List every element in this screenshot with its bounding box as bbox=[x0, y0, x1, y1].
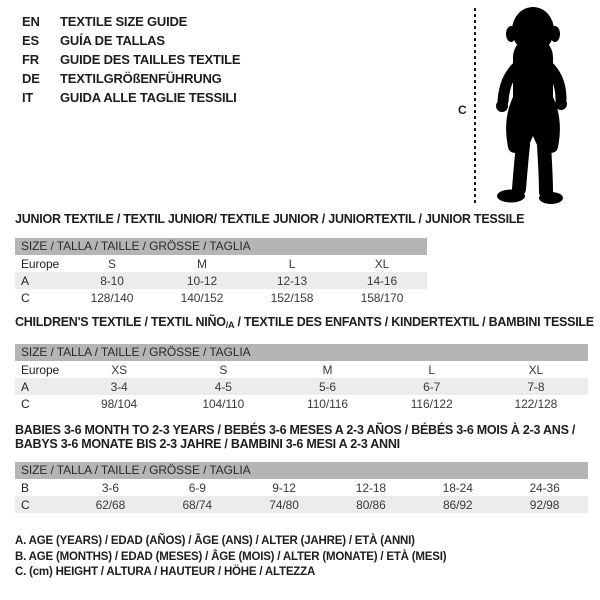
size-cell: 10-12 bbox=[186, 273, 218, 288]
title-subscript: /A bbox=[225, 320, 235, 330]
measure-legend bbox=[15, 534, 446, 581]
lang-code: EN bbox=[22, 14, 40, 29]
babies-table-title bbox=[15, 423, 588, 451]
title-text: CHILDREN'S TEXTILE / TEXTIL NIÑO bbox=[15, 315, 226, 329]
table-row bbox=[15, 378, 588, 395]
lang-code: DE bbox=[22, 71, 40, 86]
row-label: Europe bbox=[21, 256, 60, 271]
legend-line-a: A. AGE (YEARS) / EDAD (AÑOS) / ÂGE (ANS) / ALTER (JAHRE) / ETÀ (ANNI) bbox=[15, 535, 415, 547]
row-label: Europe bbox=[21, 362, 60, 377]
size-cell: 3-4 bbox=[110, 379, 128, 394]
table-row bbox=[15, 289, 427, 306]
size-cell: XL bbox=[528, 362, 544, 377]
size-cell: 98/104 bbox=[101, 396, 138, 411]
table-row bbox=[15, 255, 427, 272]
children-size-section bbox=[15, 315, 594, 412]
size-cell: 110/116 bbox=[307, 396, 348, 411]
size-cell: 86/92 bbox=[442, 497, 473, 512]
title-line-2: BABYS 3-6 MONATE BIS 2-3 JAHRE / BAMBINI 3-6 MESI A 2-3 ANNI bbox=[15, 437, 400, 451]
size-cell: 12-13 bbox=[276, 273, 308, 288]
height-measure-dotted-line bbox=[474, 8, 476, 206]
size-cell: 18-24 bbox=[442, 480, 473, 495]
size-cell: XS bbox=[111, 362, 127, 377]
title-text: / TEXTILE DES ENFANTS / KINDERTEXTIL / BAMBINI TESSILE bbox=[234, 315, 594, 329]
size-cell: 80/86 bbox=[356, 497, 386, 512]
table-row bbox=[15, 395, 588, 412]
size-cell: L bbox=[428, 362, 435, 377]
children-size-table bbox=[15, 361, 588, 412]
title-line-1: BABIES 3-6 MONTH TO 2-3 YEARS / BEBÉS 3-6 MESES A 2-3 AÑOS / BÉBÉS 3-6 MOIS À 2-3 ANS / bbox=[15, 423, 576, 437]
size-cell: 9-12 bbox=[272, 480, 296, 495]
size-cell: 3-6 bbox=[101, 480, 119, 495]
lang-code: IT bbox=[22, 90, 34, 105]
size-header-band: SIZE / TALLA / TAILLE / GRÖSSE / TAGLIA bbox=[15, 238, 427, 255]
lang-title: GUIDE DES TAILLES TEXTILE bbox=[60, 52, 241, 67]
size-cell: 4-5 bbox=[214, 379, 232, 394]
junior-size-section bbox=[15, 212, 525, 306]
language-header bbox=[22, 12, 240, 107]
size-cell: L bbox=[288, 256, 296, 271]
height-measure-label: C bbox=[458, 103, 467, 117]
row-label: C bbox=[21, 497, 30, 512]
size-cell: 12-18 bbox=[355, 480, 386, 495]
size-cell: 74/80 bbox=[269, 497, 299, 512]
lang-title: GUIDA ALLE TAGLIE TESSILI bbox=[60, 90, 237, 105]
size-cell: 152/158 bbox=[270, 290, 314, 305]
babies-size-section bbox=[15, 423, 588, 513]
row-label: A bbox=[21, 379, 29, 394]
size-cell: 5-6 bbox=[318, 379, 336, 394]
row-label: A bbox=[21, 273, 29, 288]
legend-line-c: C. (cm) HEIGHT / ALTURA / HAUTEUR / HÖHE / ALTEZZA bbox=[15, 566, 316, 578]
table-row bbox=[15, 496, 588, 513]
size-header-band: SIZE / TALLA / TAILLE / GRÖSSE / TAGLIA bbox=[15, 462, 588, 479]
size-cell: S bbox=[219, 362, 228, 377]
table-row bbox=[15, 479, 588, 496]
size-cell: 6-7 bbox=[423, 379, 441, 394]
size-cell: 6-9 bbox=[188, 480, 206, 495]
row-label: C bbox=[21, 396, 30, 411]
lang-row-de bbox=[22, 69, 240, 88]
lang-title: TEXTILE SIZE GUIDE bbox=[60, 14, 188, 29]
lang-title: TEXTILGRÖßENFÜHRUNG bbox=[60, 71, 222, 86]
size-cell: 140/152 bbox=[180, 290, 224, 305]
size-cell: 122/128 bbox=[514, 396, 558, 411]
lang-code: ES bbox=[22, 33, 39, 48]
legend-line-b: B. AGE (MONTHS) / EDAD (MESES) / ÂGE (MOIS) / ALTER (MONATE) / ETÀ (MESI) bbox=[15, 550, 447, 563]
size-cell: M bbox=[322, 362, 333, 377]
baby-silhouette-icon bbox=[481, 5, 581, 207]
size-cell: XL bbox=[374, 256, 390, 271]
size-cell: 24-36 bbox=[529, 480, 560, 495]
size-cell: 14-16 bbox=[366, 273, 398, 288]
size-cell: 92/98 bbox=[529, 497, 560, 512]
junior-size-table bbox=[15, 255, 427, 306]
table-row bbox=[15, 361, 588, 378]
lang-row-es bbox=[22, 31, 240, 50]
size-cell: 7-8 bbox=[527, 379, 545, 394]
table-row bbox=[15, 272, 427, 289]
size-cell: 68/74 bbox=[182, 497, 212, 512]
size-cell: S bbox=[108, 256, 116, 271]
size-cell: M bbox=[197, 256, 207, 271]
lang-row-it bbox=[22, 88, 240, 107]
lang-row-fr bbox=[22, 50, 240, 69]
size-cell: 116/122 bbox=[410, 396, 453, 411]
size-cell: 158/170 bbox=[360, 290, 404, 305]
babies-size-table bbox=[15, 479, 588, 513]
size-header-band: SIZE / TALLA / TAILLE / GRÖSSE / TAGLIA bbox=[15, 344, 588, 361]
lang-code: FR bbox=[22, 52, 39, 67]
junior-table-title: JUNIOR TEXTILE / TEXTIL JUNIOR/ TEXTILE JUNIOR / JUNIORTEXTIL / JUNIOR TESSILE bbox=[15, 212, 525, 226]
size-cell: 62/68 bbox=[95, 497, 126, 512]
size-cell: 8-10 bbox=[100, 273, 124, 288]
children-table-title bbox=[15, 315, 594, 332]
row-label: B bbox=[21, 480, 29, 495]
size-cell: 128/140 bbox=[90, 290, 134, 305]
size-cell: 104/110 bbox=[202, 396, 245, 411]
lang-row-en bbox=[22, 12, 240, 31]
row-label: C bbox=[21, 290, 30, 305]
lang-title: GUÍA DE TALLAS bbox=[60, 33, 165, 48]
